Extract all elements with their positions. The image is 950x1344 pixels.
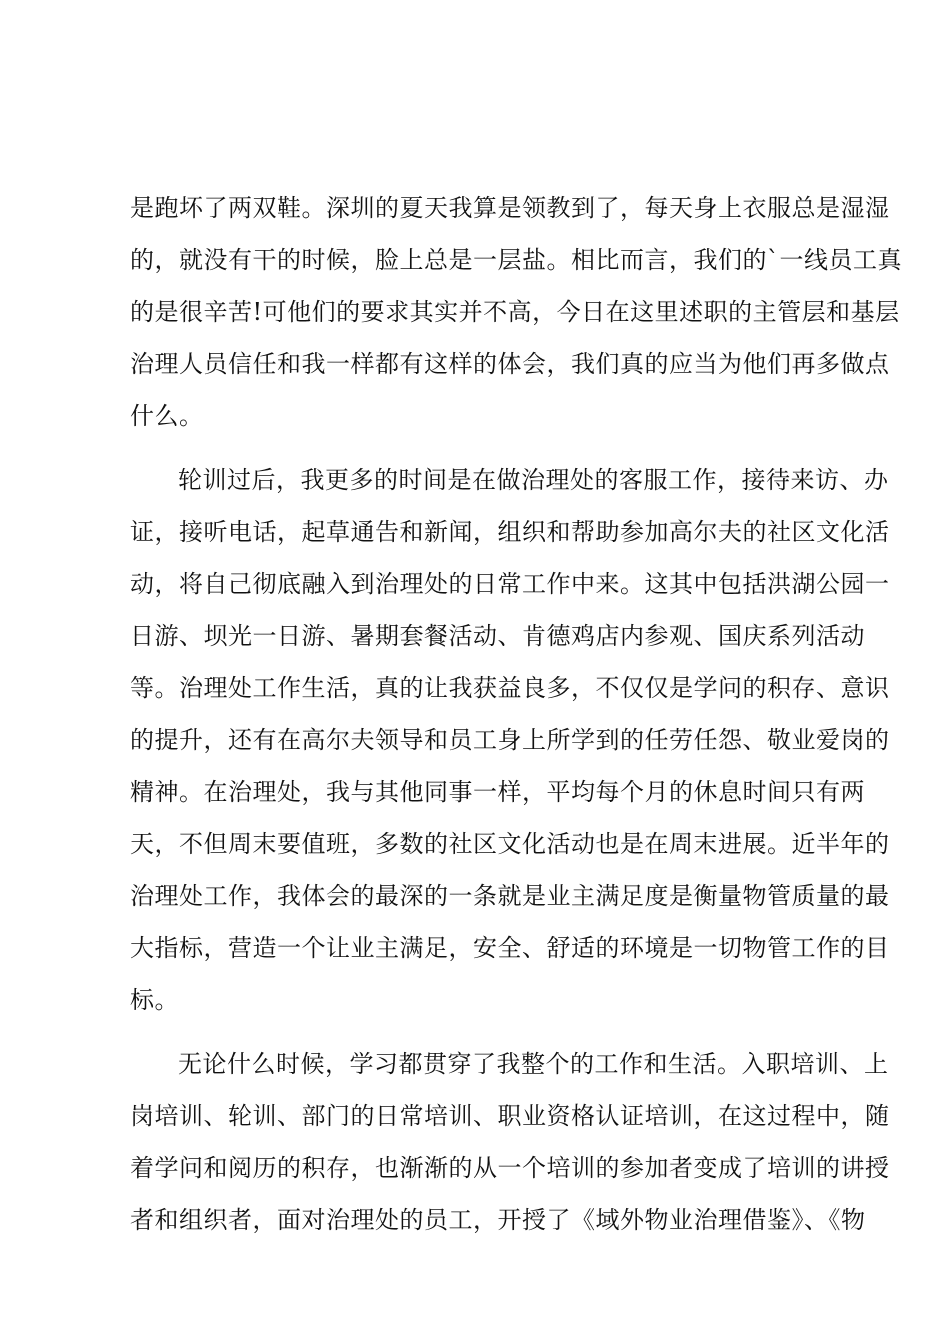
paragraph-line: 的，就没有干的时候，脸上总是一层盐。相比而言，我们的`一线员工真 [130, 246, 902, 274]
paragraph-line: 的是很辛苦!可他们的要求其实并不高，今日在这里述职的主管层和基层 [130, 298, 900, 326]
paragraph-line: 日游、坝光一日游、暑期套餐活动、肯德鸡店内参观、国庆系列活动 [130, 622, 865, 650]
paragraph-line: 什么。 [130, 402, 204, 430]
paragraph-3 [130, 1038, 890, 1246]
paragraph-line: 轮训过后，我更多的时间是在做治理处的客服工作，接待来访、办 [178, 466, 889, 494]
paragraph-line: 等。治理处工作生活，真的让我获益良多，不仅仅是学问的积存、意识 [130, 674, 890, 702]
paragraph-2 [130, 454, 890, 1026]
document-body [130, 182, 902, 1246]
paragraph-line: 证，接听电话，起草通告和新闻，组织和帮助参加高尔夫的社区文化活 [130, 518, 890, 546]
paragraph-line: 的提升，还有在高尔夫领导和员工身上所学到的任劳任怨、敬业爱岗的 [130, 726, 890, 754]
paragraph-line: 无论什么时候，学习都贯穿了我整个的工作和生活。入职培训、上 [178, 1050, 889, 1078]
paragraph-line: 治理处工作，我体会的最深的一条就是业主满足度是衡量物管质量的最 [130, 882, 890, 910]
paragraph-line: 者和组织者，面对治理处的员工，开授了《域外物业治理借鉴》、《物 [130, 1206, 866, 1234]
paragraph-line: 天，不但周末要值班，多数的社区文化活动也是在周末进展。近半年的 [130, 830, 890, 858]
paragraph-line: 精神。在治理处，我与其他同事一样，平均每个月的休息时间只有两 [130, 778, 865, 806]
paragraph-1 [130, 182, 902, 442]
paragraph-line: 着学问和阅历的积存，也渐渐的从一个培训的参加者变成了培训的讲授 [130, 1154, 890, 1182]
paragraph-line: 是跑坏了两双鞋。深圳的夏天我算是领教到了，每天身上衣服总是湿湿 [130, 194, 890, 222]
paragraph-line: 岗培训、轮训、部门的日常培训、职业资格认证培训，在这过程中，随 [130, 1102, 890, 1130]
paragraph-line: 动，将自己彻底融入到治理处的日常工作中来。这其中包括洪湖公园一 [130, 570, 890, 598]
paragraph-line: 治理人员信任和我一样都有这样的体会，我们真的应当为他们再多做点 [130, 350, 890, 378]
paragraph-line: 大指标，营造一个让业主满足，安全、舒适的环境是一切物管工作的目 [130, 934, 890, 962]
paragraph-line: 标。 [130, 986, 179, 1014]
